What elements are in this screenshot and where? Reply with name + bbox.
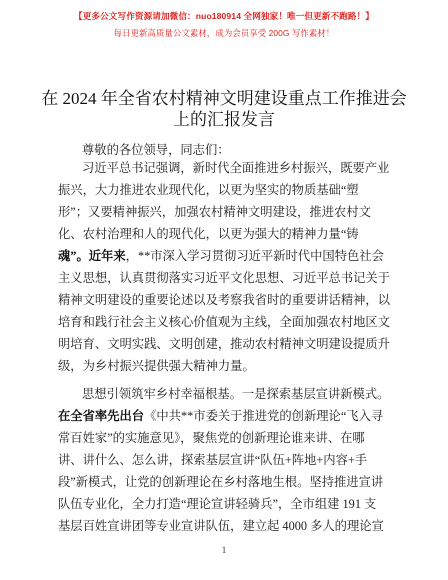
promo-banner-line-2: 每日更新高质量公文素材，成为会员享受 200G 写作素材！	[113, 28, 335, 38]
document-title-line-2: 上的汇报发言	[173, 110, 275, 129]
body-line	[82, 386, 389, 402]
body-line	[58, 226, 359, 242]
body-line-text: 级，为乡村振兴提供强大精神力量。	[58, 359, 255, 373]
body-line-text: 基层百姓宣讲团等专业宣讲队伍，建立起 4000 多人的理论宣	[58, 519, 384, 533]
body-line	[58, 358, 255, 374]
body-line	[58, 474, 383, 490]
body-line-text: 讲、讲什么、怎么讲，探索基层宣讲“队伍+阵地+内容+手	[58, 453, 368, 467]
body-line	[58, 270, 390, 286]
body-line-text: 《中共**市委关于推进党的创新理论“飞入寻	[144, 409, 384, 423]
body-line	[58, 430, 365, 446]
body-line	[58, 292, 390, 308]
body-line	[58, 518, 384, 534]
body-line-text: 队伍专业化，全力打造“理论宣讲轻骑兵”，全市组建 191 支	[58, 497, 377, 511]
salutation: 尊敬的各位领导，同志们：	[82, 143, 230, 157]
body-line	[58, 248, 384, 264]
body-line-text: 段”新模式，让党的创新理论在乡村落地生根。坚持推进宣讲	[58, 475, 384, 489]
body-line-text: 化、农村治理和人的现代化，以更为强大的精神力量“铸	[58, 227, 359, 241]
document-title-line-1: 在 2024 年全省农村精神文明建设重点工作推进会	[41, 89, 407, 108]
body-line-text: 精神文明建设的重要论述以及考察我省时的重要讲话精神，以	[58, 293, 391, 307]
body-line-text: 主义思想，认真贯彻落实习近平文化思想、习近平总书记关于	[58, 271, 391, 285]
body-line	[82, 160, 389, 176]
body-line	[58, 496, 376, 512]
page-number: 1	[221, 545, 227, 555]
body-line-text: 习近平总书记强调，新时代全面推进乡村振兴，既要产业	[82, 161, 390, 175]
body-line	[58, 204, 371, 220]
body-line-text: 形”；又要精神振兴，加强农村精神文明建设，推进农村文	[58, 205, 371, 219]
bold-lead-text: 魂”。近年来	[58, 249, 126, 263]
body-line	[58, 314, 390, 330]
body-line	[58, 336, 390, 352]
body-line-text: 常百姓家”的实施意见》，聚焦党的创新理论谁来讲、在哪	[58, 431, 365, 445]
body-line-text: ，**市深入学习贯彻习近平新时代中国特色社会	[125, 249, 384, 263]
promo-banner-line-1: 【更多公文写作资源请加微信：nuo180914 全网独家！唯一但更新不跑路！】	[74, 11, 374, 21]
bold-lead-text: 在全省率先出台	[58, 409, 145, 423]
body-line-text: 培育和践行社会主义核心价值观为主线，全面加强农村地区文	[58, 315, 391, 329]
body-line-text: 思想引领筑牢乡村幸福根基。一是探索基层宣讲新模式。	[82, 387, 390, 401]
body-line	[58, 452, 367, 468]
body-line-text: 明培育、文明实践、文明创建，推动农村精神文明建设提质升	[58, 337, 391, 351]
body-line	[58, 182, 359, 198]
body-line-text: 振兴，大力推进农业现代化，以更为坚实的物质基础“塑	[58, 183, 359, 197]
body-line	[58, 408, 383, 424]
